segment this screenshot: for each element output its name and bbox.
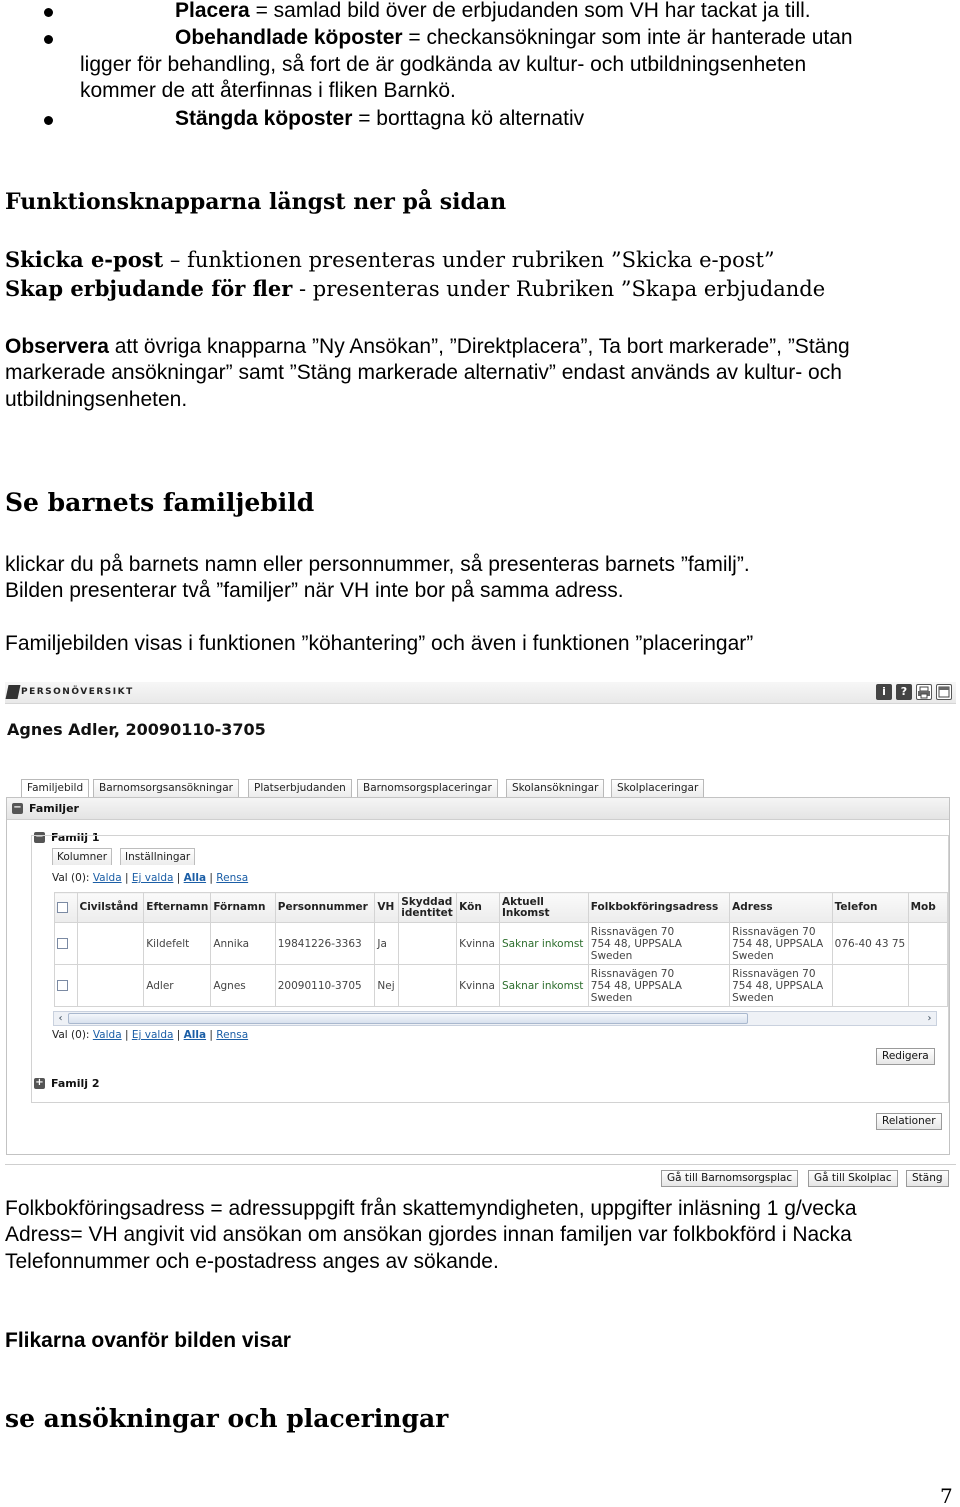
subtab-kolumner[interactable]: Kolumner (52, 848, 112, 865)
collapse-icon[interactable]: − (13, 802, 22, 813)
familj2-title: Familj 2 (51, 1077, 100, 1090)
window-icon[interactable] (936, 684, 952, 700)
bullet-dot (44, 116, 53, 125)
print-icon[interactable] (916, 684, 932, 700)
tab-barnomsorgsansokningar[interactable]: Barnomsorgsansökningar (93, 779, 239, 797)
folkbokforing-line2: Adress= VH angivit vid ansökan om ansökan gjordes innan familjen var folkbokförd i Nacka (5, 1223, 852, 1246)
bullet-obehandlade-line3: kommer de att återfinnas i fliken Barnkö. (80, 79, 456, 102)
family-table (54, 892, 948, 1007)
folkbokforing-line1: Folkbokföringsadress = adressuppgift från skattemyndigheten, uppgifter inläsning 1 g/vecka (5, 1197, 857, 1220)
cell-personnummer[interactable]: 19841226-3363 (275, 923, 375, 965)
familjer-title: Familjer (29, 802, 79, 815)
col-folkbokforingsadress[interactable]: Folkbokföringsadress (588, 893, 729, 923)
val-valda-link[interactable]: Valda (92, 1029, 122, 1041)
scroll-left-arrow-icon[interactable]: ‹ (58, 1013, 63, 1024)
col-adress[interactable]: Adress (730, 893, 833, 923)
bullet-obehandlade: Obehandlade köposter = checkansökningar som inte är hanterade utan (175, 26, 853, 49)
cell-inkomst[interactable]: Saknar inkomst (499, 965, 588, 1007)
observera-line2: markerade ansökningar” samt ”Stäng markerade alternativ” endast används av kultur- och (5, 361, 842, 384)
bullet-stangda: Stängda köposter = borttagna kö alternativ (175, 107, 585, 130)
val-count: Val (0): (52, 872, 93, 884)
col-vh[interactable]: VH (375, 893, 399, 923)
tab-barnomsorgsplaceringar[interactable]: Barnomsorgsplaceringar (357, 779, 498, 797)
val-rensa-link[interactable]: Rensa (216, 1029, 249, 1041)
bullet-placera: Placera = samlad bild över de erbjudanden som VH har tackat ja till. (175, 0, 811, 22)
cell-folkbokforingsadress: Rissnavägen 70 754 48, UPPSALA Sweden (588, 923, 729, 965)
select-all-cell[interactable] (55, 893, 78, 923)
skap-erbjudande-line: Skap erbjudande för fler - presenteras under Rubriken ”Skapa erbjudande (5, 276, 826, 301)
scroll-thumb[interactable] (68, 1013, 748, 1024)
info-icon[interactable]: i (876, 684, 892, 700)
col-skyddad-identitet[interactable]: Skyddad identitet (399, 893, 457, 923)
val-alla-link[interactable]: Alla (183, 1029, 207, 1041)
val-alla-link[interactable]: Alla (183, 872, 207, 884)
section-heading-familjebild: Se barnets familjebild (5, 488, 315, 517)
cell-vh: Ja (375, 923, 399, 965)
cell-skyddad (399, 923, 457, 965)
cell-kon: Kvinna (457, 965, 500, 1007)
cell-civilstand (77, 965, 144, 1007)
row-checkbox[interactable] (57, 938, 68, 949)
cell-civilstand (77, 923, 144, 965)
relationer-button[interactable]: Relationer (876, 1113, 942, 1130)
col-personnummer[interactable]: Personnummer (275, 893, 375, 923)
familjer-header (7, 798, 949, 820)
val-valda-link[interactable]: Valda (92, 872, 122, 884)
row-checkbox[interactable] (57, 980, 68, 991)
subtab-installningar[interactable]: Inställningar (120, 848, 195, 865)
bullet-dot (44, 35, 53, 44)
pencil-logo-icon (6, 685, 21, 699)
familj1-title: Familj 1 (51, 831, 100, 844)
familjebild-p2: Familjebilden visas i funktionen ”köhantering” och även i funktionen ”placeringar” (5, 632, 754, 655)
scroll-right-arrow-icon[interactable]: › (927, 1013, 932, 1024)
observera-line1: Observera att övriga knapparna ”Ny Ansökan”, ”Direktplacera”, Ta bort markerade”, ”Stäng (5, 335, 850, 358)
personoversikt-topbar (5, 682, 956, 704)
page-number: 7 (940, 1484, 953, 1507)
familjebild-p1-line2: Bilden presenterar två ”familjer” när VH inte bor på samma adress. (5, 579, 624, 602)
col-efternamn[interactable]: Efternamn (144, 893, 211, 923)
col-telefon[interactable]: Telefon (832, 893, 908, 923)
flikarna-heading: Flikarna ovanför bilden visar (5, 1329, 291, 1352)
cell-telefon (832, 965, 908, 1007)
collapse-familj1-icon[interactable]: − (35, 831, 44, 842)
expand-familj2-icon[interactable]: + (35, 1077, 44, 1088)
bullet-obehandlade-line2: ligger för behandling, så fort de är godkända av kultur- och utbildningsenheten (80, 53, 807, 76)
ga-till-skolplac-button[interactable]: Gå till Skolplac (808, 1170, 898, 1187)
col-fornamn[interactable]: Förnamn (211, 893, 275, 923)
redigera-button[interactable]: Redigera (876, 1048, 935, 1065)
cell-mob (908, 923, 947, 965)
ga-till-barnomsorgsplac-button[interactable]: Gå till Barnomsorgsplac (661, 1170, 798, 1187)
horizontal-scrollbar[interactable] (53, 1011, 937, 1026)
personoversikt-screenshot (5, 682, 956, 1192)
val-ej-valda-link[interactable]: Ej valda (131, 1029, 174, 1041)
row-select-cell[interactable] (55, 923, 78, 965)
val-row-top: Val (0): Valda | Ej valda | Alla | Rensa (52, 872, 249, 884)
familjebild-p1-line1: klickar du på barnets namn eller personnummer, så presenteras barnets ”familj”. (5, 553, 750, 576)
bottom-divider (5, 1164, 956, 1165)
tab-skolplaceringar[interactable]: Skolplaceringar (611, 779, 704, 797)
tab-skolansokningar[interactable]: Skolansökningar (506, 779, 604, 797)
cell-folkbokforingsadress: Rissnavägen 70 754 48, UPPSALA Sweden (588, 965, 729, 1007)
skicka-epost-line: Skicka e-post – funktionen presenteras under rubriken ”Skicka e-post” (5, 247, 775, 272)
cell-mob (908, 965, 947, 1007)
section-heading-funktionsknappar: Funktionsknapparna längst ner på sidan (5, 189, 507, 215)
col-mob[interactable]: Mob (908, 893, 947, 923)
bullet-dot (44, 8, 53, 17)
cell-vh: Nej (375, 965, 399, 1007)
val-count: Val (0): (52, 1029, 93, 1041)
val-row-bottom: Val (0): Valda | Ej valda | Alla | Rensa (52, 1029, 249, 1041)
help-icon[interactable]: ? (896, 684, 912, 700)
cell-inkomst[interactable]: Saknar inkomst (499, 923, 588, 965)
personoversikt-title: PERSONÖVERSIKT (21, 687, 134, 697)
ansokningar-heading: se ansökningar och placeringar (5, 1404, 449, 1433)
tab-familjebild[interactable]: Familjebild (21, 779, 89, 797)
cell-kon: Kvinna (457, 923, 500, 965)
folkbokforing-line3: Telefonnummer och e-postadress anges av sökande. (5, 1250, 499, 1273)
familj1-panel (31, 835, 949, 1103)
col-kon[interactable]: Kön (457, 893, 500, 923)
stang-button[interactable]: Stäng (906, 1170, 949, 1187)
cell-efternamn[interactable]: Kildefelt (144, 923, 211, 965)
cell-personnummer[interactable]: 20090110-3705 (275, 965, 375, 1007)
cell-fornamn[interactable]: Agnes (211, 965, 275, 1007)
cell-telefon: 076-40 43 75 (832, 923, 908, 965)
col-aktuell-inkomst[interactable]: Aktuell Inkomst (499, 893, 588, 923)
table-header-row (55, 893, 948, 923)
select-all-checkbox[interactable] (57, 902, 68, 913)
val-ej-valda-link[interactable]: Ej valda (131, 872, 174, 884)
tab-platserbjudanden[interactable]: Platserbjudanden (248, 779, 352, 797)
cell-fornamn[interactable]: Annika (211, 923, 275, 965)
row-select-cell[interactable] (55, 965, 78, 1007)
table-row[interactable] (55, 923, 948, 965)
person-title: Agnes Adler, 20090110-3705 (7, 720, 266, 739)
cell-skyddad (399, 965, 457, 1007)
familjer-panel (6, 797, 950, 1155)
observera-line3: utbildningsenheten. (5, 388, 188, 411)
cell-adress: Rissnavägen 70 754 48, UPPSALA Sweden (730, 965, 833, 1007)
table-row[interactable] (55, 965, 948, 1007)
cell-adress: Rissnavägen 70 754 48, UPPSALA Sweden (730, 923, 833, 965)
val-rensa-link[interactable]: Rensa (216, 872, 249, 884)
col-civilstand[interactable]: Civilstånd (77, 893, 144, 923)
cell-efternamn[interactable]: Adler (144, 965, 211, 1007)
